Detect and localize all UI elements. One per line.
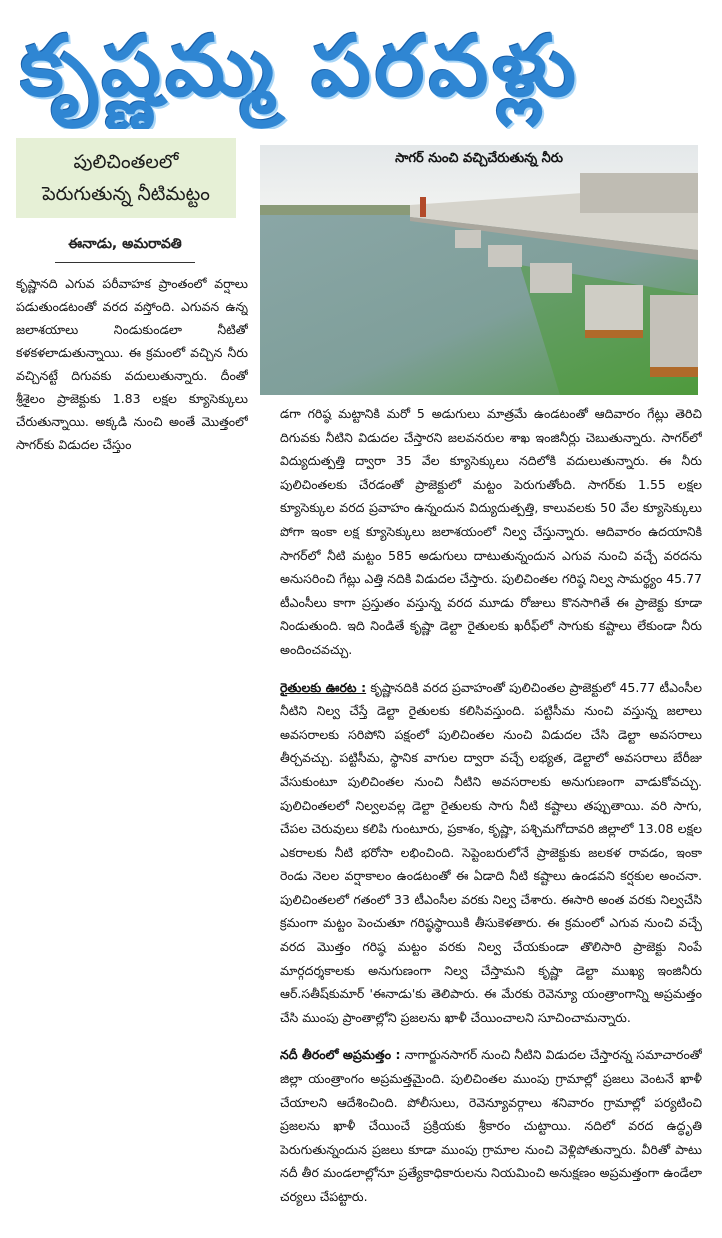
pier-5 [650, 295, 698, 375]
pier-5-stain [650, 367, 698, 377]
section-body-alert: నాగార్జునసాగర్‌ నుంచి నీటిని విడుదల చేస్తారన్న సమాచారంతో జిల్లా యంత్రాంగం అప్రమత్తమైంది. పులిచింతల ముంపు గ్రామాల్లో ప్రజలు వెంటనే ఖాళీ చేయాలని ఆదేశించింది. పోలీసులు, రెవెన్యూవర్గాలు శనివారం గ్రామాల్లో పర్యటించి ప్రజలను ఖాళీ చేయించే ప్రక్రియకు శ్రీకారం చుట్టాయి. నదిలో వరద ఉద్ధృతి పెరుగుతున్నందున ప్రజలు కూడా ముంపు గ్రామాల నుంచి వెళ్లిపోతున్నారు. వీరితో పాటు నదీ తీర మండలాల్లోనూ ప్రత్యేకాధికారులను నియమించి అనుక్షణం అప్రమత్తంగా ఉండేలా చర్యలు చేపట్టారు. [280, 1047, 702, 1204]
main-column [280, 402, 702, 1232]
subheadline-box [16, 138, 236, 218]
left-column [16, 272, 248, 502]
main-paragraph-1: డగా గరిష్ఠ మట్టానికి మరో 5 అడుగులు మాత్రమే ఉండటంతో ఆదివారం గేట్లు తెరిచి దిగువకు నీటిని విడుదల చేస్తారని జలవనరుల శాఖ ఇంజినీర్లు చెబుతున్నారు. సాగర్‌లో విద్యుదుత్పత్తి ద్వారా 35 వేల క్యూసెక్కులు నదిలోకి వదులుతున్నారు. ఈ నీరు పులిచింతలకు చేరడంతో ప్రాజెక్టులో మట్టం పెరుగుతోంది. సాగర్‌కు 1.55 లక్షల క్యూసెక్కుల వరద ప్రవాహం ఉన్నందున విద్యుదుత్పత్తి, కాలువలకు 50 వేల క్యూసెక్కులు పోగా ఇంకా లక్ష క్యూసెక్కులు జలాశయంలో నిల్వ చేస్తున్నారు. ఆదివారం ఉదయానికి సాగర్‌లో నీటి మట్టం 585 అడుగులు దాటుతున్నందున ఎగువ నుంచి వచ్చే వరదను అనుసరించి గేట్లు ఎత్తి నదికి విడుదల చేస్తారు. పులిచింతల గరిష్ఠ నిల్వ సామర్థ్యం 45.77 టీఎంసీలు కాగా ప్రస్తుతం వస్తున్న వరద మూడు రోజులు కొనసాగితే ఈ ప్రాజెక్టు కూడా నిండుతుంది. ఇది నిండితే కృష్ణా డెల్టా రైతులకు ఖరీఫ్‌లో సాగుకు కష్టాలు లేకుండా నీరు అందించవచ్చు. [280, 406, 702, 657]
subheadline-line-1: పులిచింతలలో [73, 151, 179, 173]
left-column-text: కృష్ణానది ఎగువ పరీవాహక ప్రాంతంలో వర్షాలు పడుతుండటంతో వరద వస్తోంది. ఎగువన ఉన్న జలాశయాలు నిండుకుండలా నీటితో కళకళలాడుతున్నాయి. ఈ క్రమంలో వచ్చిన నీరు వచ్చినట్టే దిగువకు వదులుతున్నారు. దీంతో శ్రీశైలం ప్రాజెక్టుకు 1.83 లక్షల క్యూసెక్కులు చేరుతున్నాయి. అక్కడి నుంచి అంతే మొత్తంలో సాగర్‌కు విడుదల చేస్తుం [16, 276, 248, 452]
pier-4-stain [585, 330, 643, 338]
section-heading-farmers: రైతులకు ఊరట : [280, 679, 367, 695]
pier-4 [585, 285, 643, 337]
gate-tower [420, 197, 426, 217]
masthead [0, 0, 722, 135]
masthead-title: కృష్ణమ్మ పరవళ్లు [20, 17, 581, 115]
subheadline-line-2: పెరుగుతున్న నీటిమట్టం [42, 183, 210, 205]
section-river-alert [280, 1043, 702, 1208]
byline-underline [55, 262, 195, 263]
pier-3 [530, 263, 572, 293]
section-heading-alert: నదీ తీరంలో అప్రమత్తం : [280, 1047, 401, 1063]
pier-2 [488, 245, 522, 267]
byline: ఈనాడు, అమరావతి [68, 236, 182, 252]
dam-structure [580, 173, 698, 213]
photo-caption: సాగర్‌ నుంచి వచ్చిచేరుతున్న నీరు [395, 151, 563, 166]
dam-photo [260, 145, 698, 395]
section-body-farmers: కృష్ణానదికి వరద ప్రవాహంతో పులిచింతల ప్రాజెక్టులో 45.77 టీఎంసీల నీటిని నిల్వ చేస్తే డెల్టా రైతులకు కలిసివస్తుంది. పట్టిసీమ నుంచి వస్తున్న జలాలు అవసరాలకు సరిపోని పక్షంలో పులిచింతల నుంచి విడుదల చేసి డెల్టా అవసరాలు తీర్చవచ్చు. పట్టిసీమ, స్థానిక వాగుల ద్వారా వచ్చే లభ్యత, డెల్టాలో అవసరాలు బేరీజు వేసుకుంటూ పులిచింతల నుంచి నీటిని అవసరాలకు అనుగుణంగా వాడుకోవచ్చు. పులిచింతలలో నిల్వలవల్ల డెల్టా రైతులకు సాగు నీటి కష్టాలు తప్పుతాయి. వరి సాగు, చేపల చెరువులు కలిపి గుంటూరు, ప్రకాశం, కృష్ణా, పశ్చిమగోదావరి జిల్లాలో 13.08 లక్షల ఎకరాలకు నీటి భరోసా లభించింది. సెప్టెంబరులోనే ప్రాజెక్టుకు జలకళ రావడం, ఇంకా రెండు నెలల వర్షాకాలం ఉండటంతో ఈ ఏడాది నీటి కష్టాలు ఉండవని కర్షకుల అంచనా. పులిచింతలలో గతంలో 33 టీఎంసీల వరకు నిల్వ చేశారు. ఈసారి అంత వరకు నిల్వచేసి క్రమంగా మట్టం పెంచుతూ గరిష్ఠస్థాయికి తీసుకెళతారు. ఈ క్రమంలో ఎగువ నుంచి వచ్చే వరద మొత్తం గరిష్ఠ మట్టం వరకు నిల్వ చేయకుండా తొలిసారి ప్రాజెక్టు నింపే మార్గదర్శకాలకు అనుగుణంగా నిల్వ చేస్తామని కృష్ణా డెల్టా ముఖ్య ఇంజినీరు ఆర్‌.సతీష్‌కుమార్‌ 'ఈనాడు'కు తెలిపారు. ఈ మేరకు రెవెన్యూ యంత్రాంగాన్ని అప్రమత్తం చేసి ముంపు ప్రాంతాల్లోని ప్రజలను ఖాళీ చేయించాలని సూచించామన్నారు. [280, 679, 702, 1025]
pier-1 [455, 230, 481, 248]
dam-photo-image [260, 145, 698, 395]
section-farmers-relief [280, 676, 702, 1030]
